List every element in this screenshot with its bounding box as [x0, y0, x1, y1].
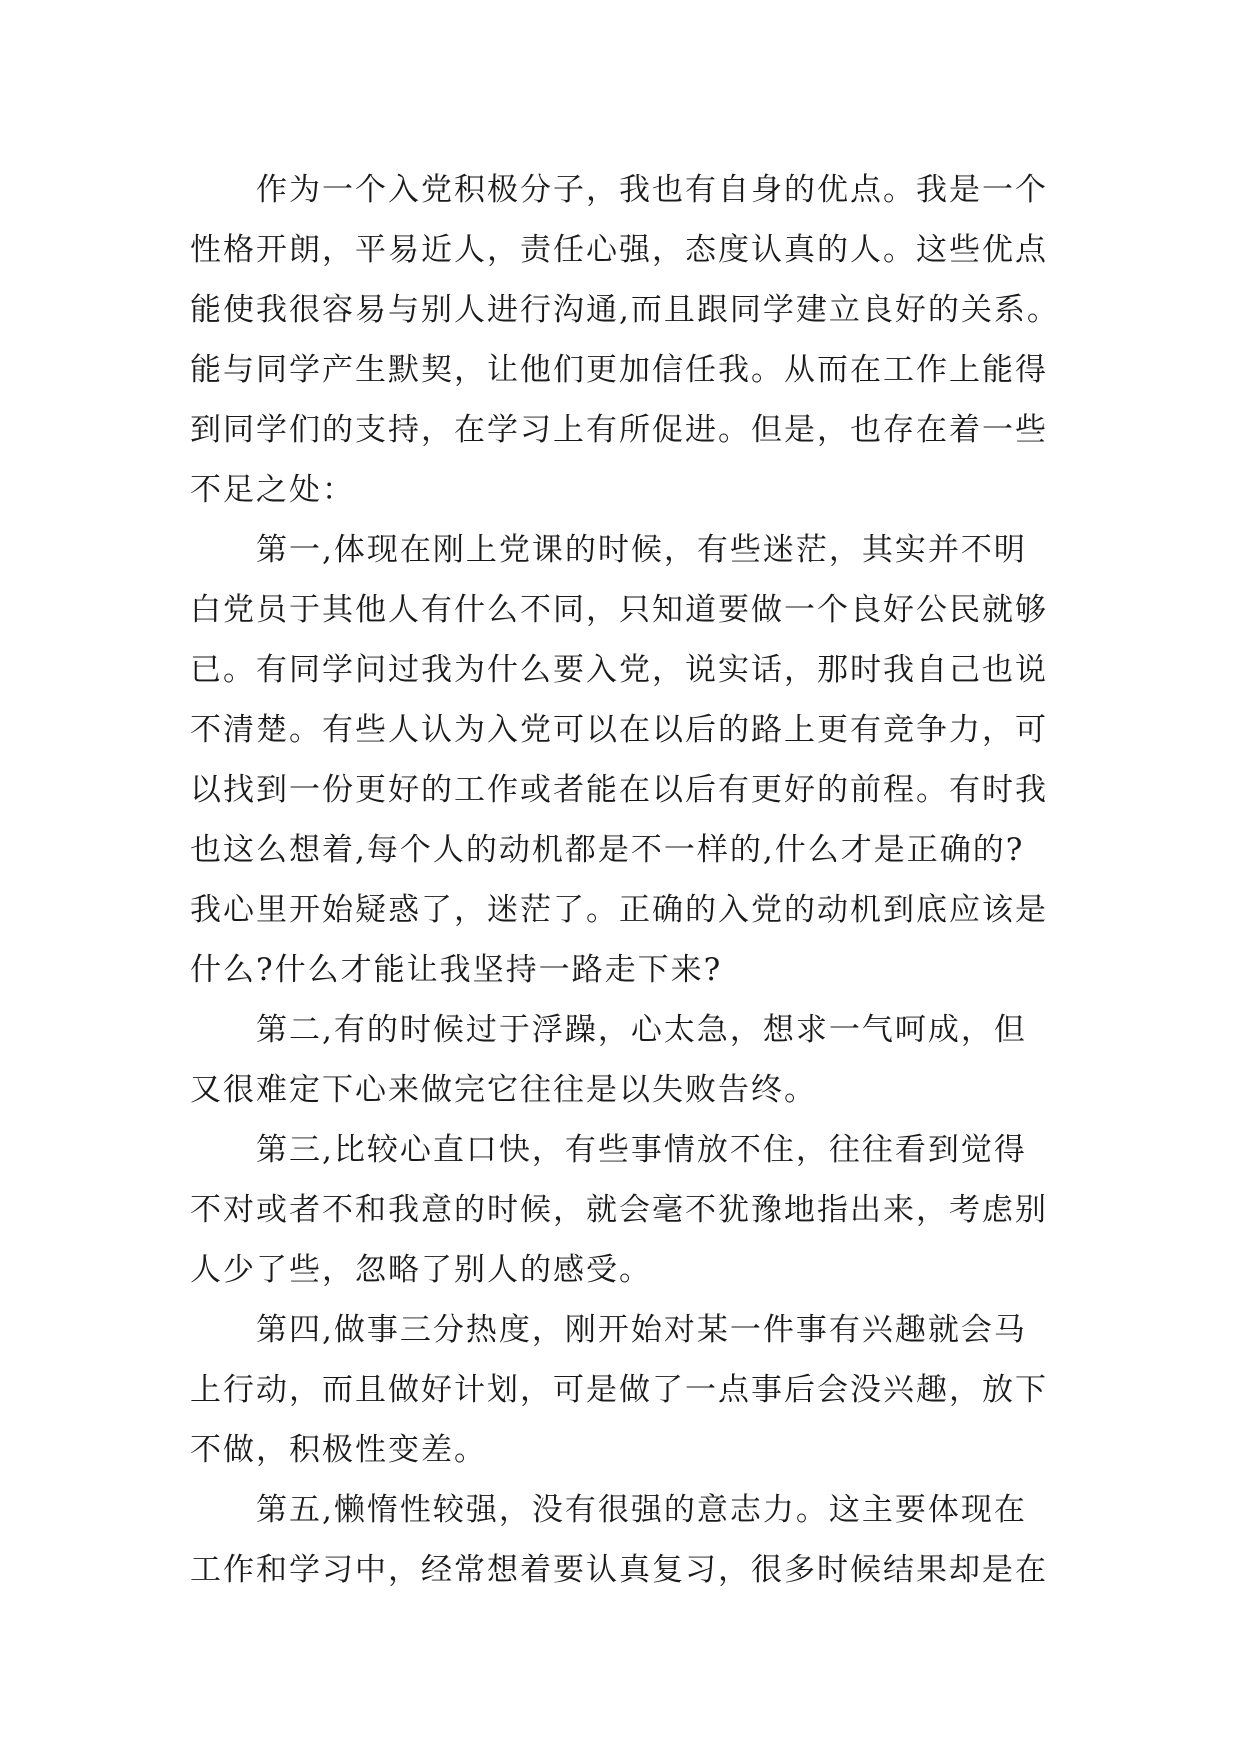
text-line: 到同学们的支持，在学习上有所促进。但是，也存在着一些 [190, 412, 1048, 448]
text-line: 不清楚。有些人认为入党可以在以后的路上更有竞争力，可 [190, 712, 1048, 748]
text-line: 第二,有的时候过于浮躁，心太急，想求一气呵成，但 [256, 1012, 1027, 1048]
text-line: 第一,体现在刚上党课的时候，有些迷茫，其实并不明 [256, 532, 1027, 568]
text-line: 工作和学习中，经常想着要认真复习，很多时候结果却是在 [190, 1552, 1048, 1588]
document-body [190, 160, 1090, 1600]
text-line: 不对或者不和我意的时候，就会毫不犹豫地指出来，考虑别 [190, 1192, 1048, 1228]
text-line: 上行动，而且做好计划，可是做了一点事后会没兴趣，放下 [190, 1372, 1048, 1408]
text-line: 白党员于其他人有什么不同，只知道要做一个良好公民就够 [190, 592, 1048, 628]
text-line: 也这么想着,每个人的动机都是不一样的,什么才是正确的? [190, 832, 1025, 868]
text-line: 又很难定下心来做完它往往是以失败告终。 [190, 1072, 817, 1108]
text-line: 第四,做事三分热度，刚开始对某一件事有兴趣就会马 [256, 1312, 1027, 1348]
text-line: 不足之处： [190, 472, 355, 508]
text-line: 我心里开始疑惑了，迷茫了。正确的入党的动机到底应该是 [190, 892, 1048, 928]
text-line: 已。有同学问过我为什么要入党，说实话，那时我自己也说 [190, 652, 1048, 688]
text-line: 第三,比较心直口快，有些事情放不住，往往看到觉得 [256, 1132, 1027, 1168]
text-line: 第五,懒惰性较强，没有很强的意志力。这主要体现在 [256, 1492, 1027, 1528]
text-line: 什么?什么才能让我坚持一路走下来? [190, 952, 723, 988]
text-line: 能与同学产生默契，让他们更加信任我。从而在工作上能得 [190, 352, 1048, 388]
text-line: 性格开朗，平易近人，责任心强，态度认真的人。这些优点 [190, 232, 1048, 268]
text-line: 不做，积极性变差。 [190, 1432, 487, 1468]
text-line: 以找到一份更好的工作或者能在以后有更好的前程。有时我 [190, 772, 1048, 808]
text-line: 作为一个入党积极分子，我也有自身的优点。我是一个 [256, 172, 1048, 208]
text-line: 能使我很容易与别人进行沟通,而且跟同学建立良好的关系。 [190, 292, 1060, 328]
text-line: 人少了些，忽略了别人的感受。 [190, 1252, 652, 1288]
